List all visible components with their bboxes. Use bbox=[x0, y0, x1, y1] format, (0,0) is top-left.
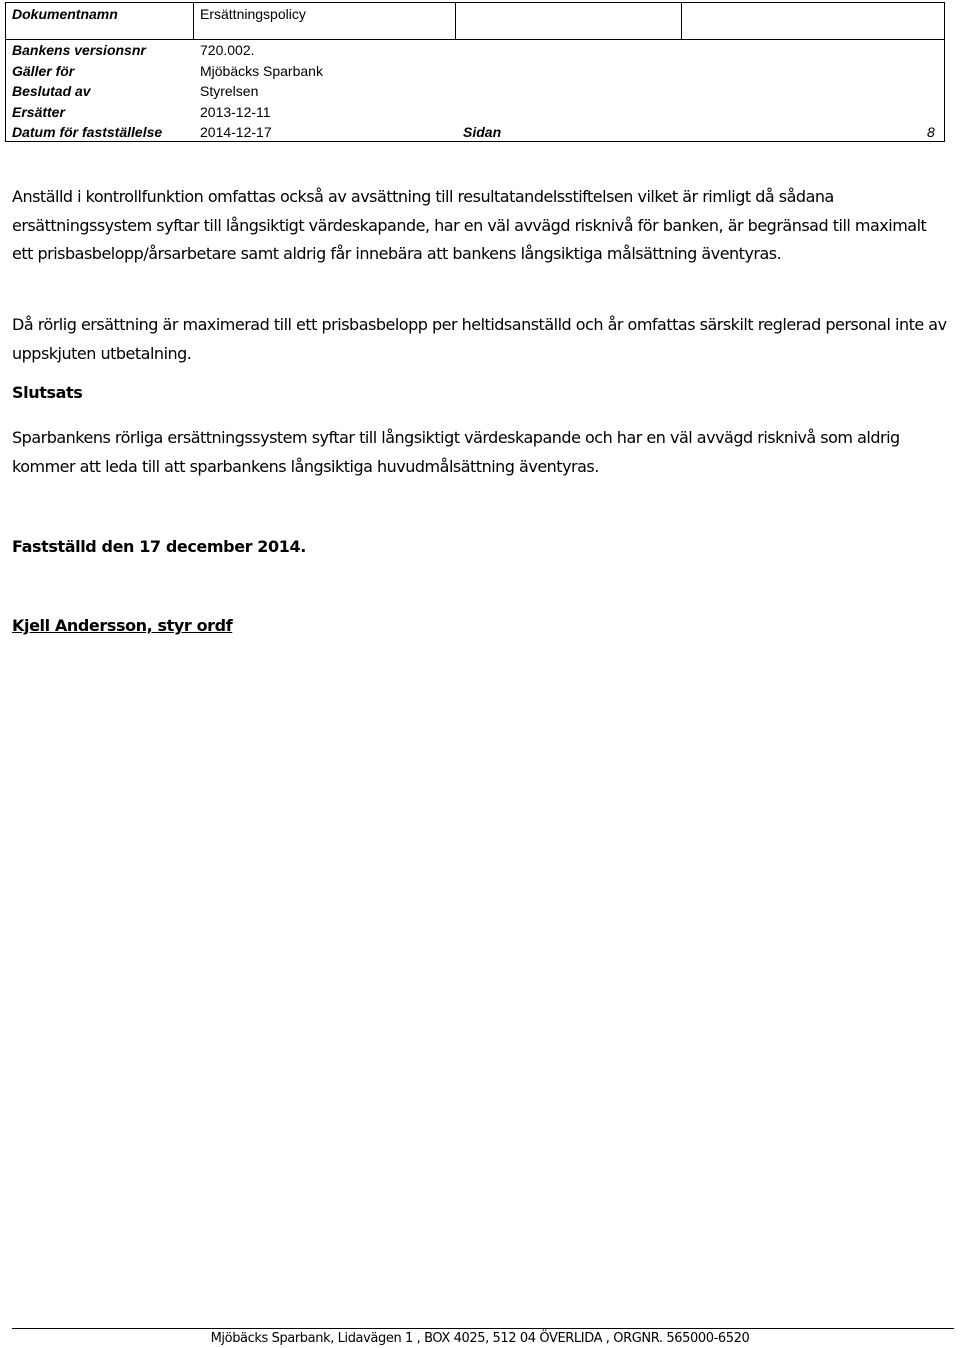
decided-by-label: Beslutad av bbox=[12, 83, 91, 99]
conclusion-heading: Slutsats bbox=[12, 383, 83, 402]
paragraph-control-function: Anställd i kontrollfunktion omfattas också av avsättning till resultatandelsstiftelsen vilket är rimligt då sådana ersättningssystem syftar till långsiktigt värdeskapande, har en väl avvägd risknivå för banken, är begränsad till maximalt ett prisbasbelopp/årsarbetare samt aldrig får innebära att bankens långsiktiga målsättning äventyras. bbox=[12, 187, 927, 263]
paragraph-variable-pay: Då rörlig ersättning är maximerad till ett prisbasbelopp per heltidsanställd och år omfattas särskilt reglerad personal inte av uppskjuten utbetalning. bbox=[12, 315, 947, 363]
applies-to-value: Mjöbäcks Sparbank bbox=[200, 63, 323, 79]
footer-address: Mjöbäcks Sparbank, Lidavägen 1 , BOX 4025, 512 04 ÖVERLIDA , ORGNR. 565000-6520 bbox=[210, 1331, 750, 1346]
footer-divider bbox=[12, 1328, 954, 1329]
replaces-label: Ersätter bbox=[12, 104, 65, 120]
page-label: Sidan bbox=[463, 124, 502, 140]
applies-to-label: Gäller för bbox=[12, 63, 75, 79]
page-number: 8 bbox=[927, 124, 935, 140]
version-label: Bankens versionsnr bbox=[12, 42, 146, 58]
header-divider bbox=[193, 2, 194, 39]
adoption-date-label: Datum för fastställelse bbox=[12, 124, 163, 140]
header-divider bbox=[455, 2, 456, 39]
paragraph-conclusion: Sparbankens rörliga ersättningssystem syftar till långsiktigt värdeskapande och har en väl avvägd risknivå som aldrig kommer att leda till att sparbankens långsiktiga huvudmålsättning äventyras. bbox=[12, 428, 900, 476]
decided-by-value: Styrelsen bbox=[200, 83, 259, 99]
header-divider bbox=[681, 2, 682, 39]
replaces-value: 2013-12-11 bbox=[200, 104, 271, 120]
document-name-value: Ersättningspolicy bbox=[200, 6, 306, 22]
document-name-label: Dokumentnamn bbox=[12, 6, 118, 22]
signature-line: Kjell Andersson, styr ordf bbox=[12, 616, 233, 635]
header-table-border bbox=[5, 2, 945, 142]
adoption-statement: Fastställd den 17 december 2014. bbox=[12, 537, 306, 556]
version-value: 720.002. bbox=[200, 42, 255, 58]
header-row-divider bbox=[5, 39, 945, 40]
adoption-date-value: 2014-12-17 bbox=[200, 124, 272, 140]
document-header-table bbox=[5, 2, 945, 142]
